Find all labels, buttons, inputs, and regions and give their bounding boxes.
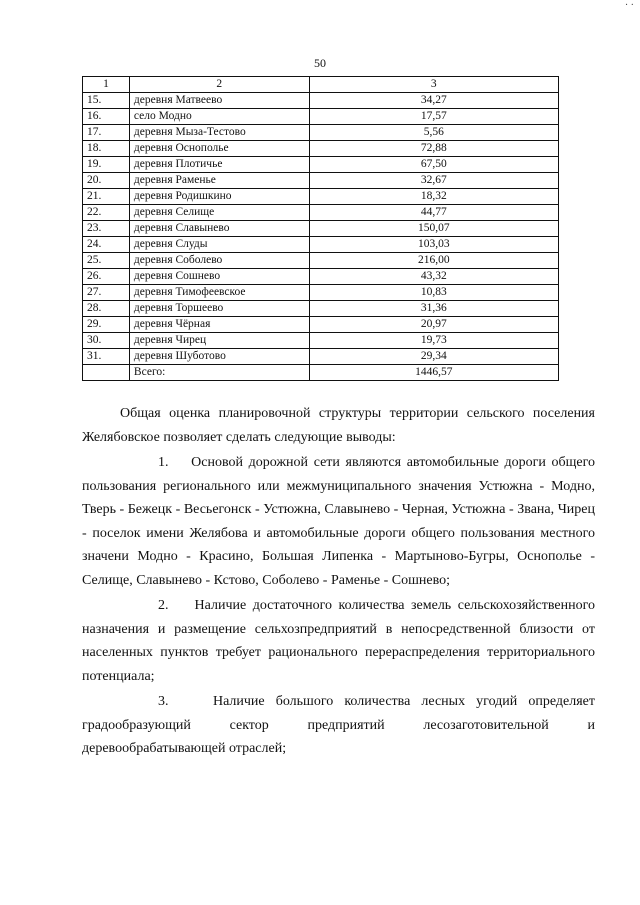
settlement-name-cell: деревня Мыза-Тестово <box>129 125 309 141</box>
row-number-cell: 31. <box>83 349 130 365</box>
conclusion-item-1 <box>82 451 595 592</box>
row-number-cell: 17. <box>83 125 130 141</box>
conclusion-item-3 <box>82 690 595 761</box>
area-value-cell: 216,00 <box>309 253 558 269</box>
conclusion-item-2 <box>82 594 595 688</box>
table-row <box>83 189 559 205</box>
settlement-name-cell: деревня Оснополье <box>129 141 309 157</box>
row-number-cell: 18. <box>83 141 130 157</box>
row-number-cell <box>83 365 130 381</box>
header-cell: 3 <box>309 77 558 93</box>
table-row <box>83 109 559 125</box>
row-number-cell: 28. <box>83 301 130 317</box>
row-number-cell: 16. <box>83 109 130 125</box>
page-number: 50 <box>314 56 326 70</box>
intro-paragraph: Общая оценка планировочной структуры территории сельского поселения Желябовское позволяет сделать следующие выводы: <box>82 406 595 445</box>
settlement-name-cell: деревня Чирец <box>129 333 309 349</box>
table-row <box>83 173 559 189</box>
settlement-name-cell: деревня Раменье <box>129 173 309 189</box>
row-number-cell: 29. <box>83 317 130 333</box>
table-row <box>83 253 559 269</box>
settlement-name-cell: деревня Матвеево <box>129 93 309 109</box>
item-text: Наличие большого количества лесных угодий определяет градообразующий сектор предприятий лесозаготовительной и деревообрабатывающей отраслей; <box>82 694 595 756</box>
settlement-name-cell: деревня Селище <box>129 205 309 221</box>
area-value-cell: 44,77 <box>309 205 558 221</box>
area-value-cell: 32,67 <box>309 173 558 189</box>
area-value-cell: 10,83 <box>309 285 558 301</box>
item-number: 3. <box>158 694 169 709</box>
settlement-name-cell: Всего: <box>129 365 309 381</box>
table-row <box>83 157 559 173</box>
row-number-cell: 26. <box>83 269 130 285</box>
settlement-name-cell: деревня Торшеево <box>129 301 309 317</box>
row-number-cell: 27. <box>83 285 130 301</box>
table-row <box>83 237 559 253</box>
item-text: Наличие достаточного количества земель сельскохозяйственного назначения и размещение сельхозпредприятий в непосредственной близости от населенных пунктов требует рационального перераспределения территориального потенциала; <box>82 598 596 684</box>
area-value-cell: 17,57 <box>309 109 558 125</box>
header-cell: 2 <box>129 77 309 93</box>
settlement-name-cell: деревня Соболево <box>129 253 309 269</box>
item-text: Основой дорожной сети являются автомобильные дороги общего пользования регионального или межмуниципального значения Устюжна - Модно, Тверь - Бежецк - Весьегонск - Устюжна, Славынево - Черная, Устюжна - Звана, Чирец - поселок имени Желябова и автомобильные дороги общего пользования местного значени Модно - Красино, Большая Липенка - Мартыново-Бугры, Оснополье - Селище, Славынево - Кстово, Соболево - Раменье - Сошнево; <box>82 455 595 588</box>
row-number-cell: 21. <box>83 189 130 205</box>
settlement-name-cell: деревня Шуботово <box>129 349 309 365</box>
settlement-name-cell: деревня Чёрная <box>129 317 309 333</box>
row-number-cell: 23. <box>83 221 130 237</box>
table-row <box>83 333 559 349</box>
settlement-name-cell: деревня Славынево <box>129 221 309 237</box>
row-number-cell: 22. <box>83 205 130 221</box>
table-row <box>83 221 559 237</box>
area-value-cell: 18,32 <box>309 189 558 205</box>
table-row <box>83 205 559 221</box>
area-value-cell: 20,97 <box>309 317 558 333</box>
settlements-table <box>82 76 559 381</box>
row-number-cell: 30. <box>83 333 130 349</box>
row-number-cell: 20. <box>83 173 130 189</box>
table-row <box>83 125 559 141</box>
area-value-cell: 29,34 <box>309 349 558 365</box>
area-value-cell: 31,36 <box>309 301 558 317</box>
area-value-cell: 103,03 <box>309 237 558 253</box>
body-text <box>82 402 595 761</box>
table-header-row <box>83 77 559 93</box>
table-total-row <box>83 365 559 381</box>
item-number: 2. <box>158 598 169 613</box>
table-row <box>83 269 559 285</box>
settlement-name-cell: деревня Тимофеевское <box>129 285 309 301</box>
settlement-name-cell: деревня Сошнево <box>129 269 309 285</box>
area-value-cell: 72,88 <box>309 141 558 157</box>
row-number-cell: 24. <box>83 237 130 253</box>
table-row <box>83 141 559 157</box>
corner-mark: · · <box>624 0 634 11</box>
area-value-cell: 150,07 <box>309 221 558 237</box>
area-value-cell: 43,32 <box>309 269 558 285</box>
settlement-name-cell: деревня Слуды <box>129 237 309 253</box>
row-number-cell: 19. <box>83 157 130 173</box>
table-row <box>83 317 559 333</box>
header-cell: 1 <box>83 77 130 93</box>
settlement-name-cell: село Модно <box>129 109 309 125</box>
settlement-name-cell: деревня Плотичье <box>129 157 309 173</box>
area-value-cell: 34,27 <box>309 93 558 109</box>
area-value-cell: 1446,57 <box>309 365 558 381</box>
area-value-cell: 67,50 <box>309 157 558 173</box>
item-number: 1. <box>158 455 169 470</box>
row-number-cell: 25. <box>83 253 130 269</box>
table-row <box>83 301 559 317</box>
area-value-cell: 19,73 <box>309 333 558 349</box>
area-value-cell: 5,56 <box>309 125 558 141</box>
table-row <box>83 285 559 301</box>
settlement-name-cell: деревня Родишкино <box>129 189 309 205</box>
row-number-cell: 15. <box>83 93 130 109</box>
table-row <box>83 349 559 365</box>
table-row <box>83 93 559 109</box>
